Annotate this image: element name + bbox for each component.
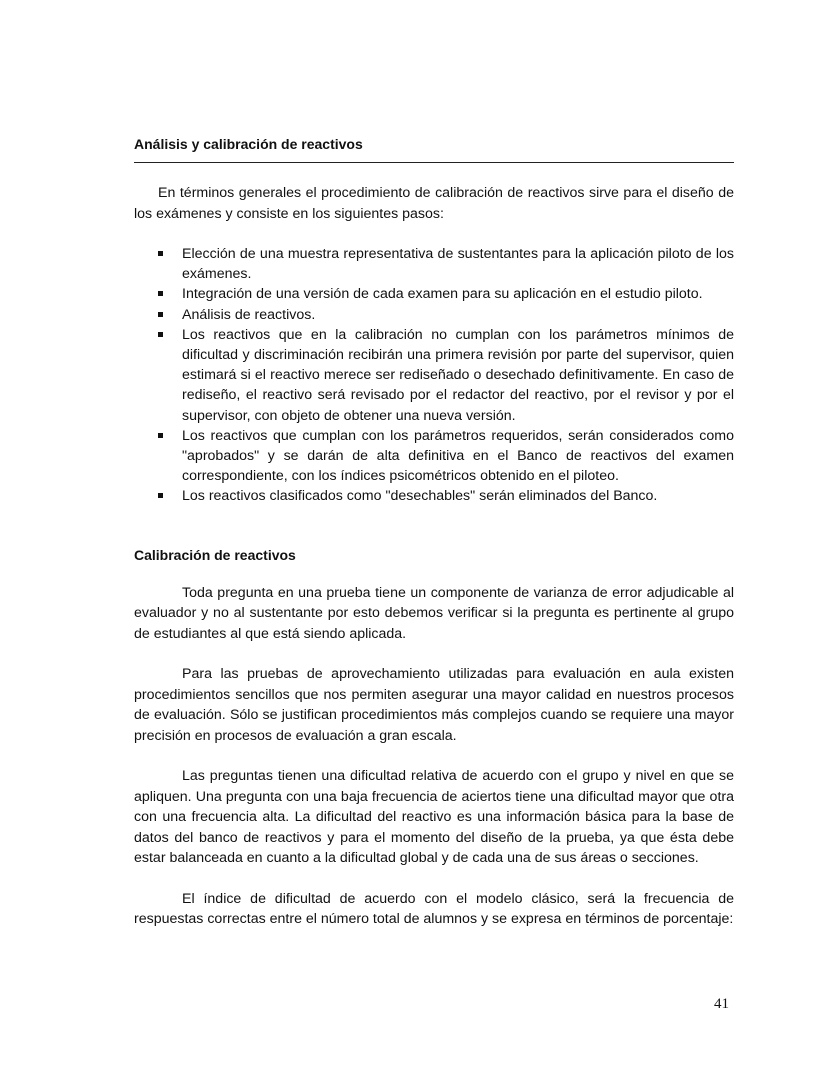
list-item: Elección de una muestra representativa de sustentantes para la aplicación piloto de los exámenes. [134, 244, 734, 284]
square-bullet-icon [158, 332, 163, 337]
heading-rule [134, 162, 734, 163]
steps-list [134, 244, 734, 507]
section-heading-calibracion: Calibración de reactivos [134, 546, 296, 563]
list-item: Los reactivos que cumplan con los parámetros requeridos, serán considerados como "aprobados" y se darán de alta definitiva en el Banco de reactivos del examen correspondiente, con los índices psicométricos obtenido en el piloteo. [134, 426, 734, 487]
square-bullet-icon [158, 291, 163, 296]
list-item: Los reactivos que en la calibración no cumplan con los parámetros mínimos de dificultad y discriminación recibirán una primera revisión por parte del supervisor, quien estimará si el reactivo merece ser rediseñado o desechado definitivamente. En caso de rediseño, el reactivo será revisado por el redactor del reactivo, por el revisor y por el supervisor, con objeto de obtener una nueva versión. [134, 325, 734, 426]
page-number: 41 [714, 996, 729, 1012]
list-item: Integración de una versión de cada examen para su aplicación en el estudio piloto. [134, 284, 734, 304]
list-item: Análisis de reactivos. [134, 305, 734, 325]
body-paragraph: Para las pruebas de aprovechamiento utilizadas para evaluación en aula existen procedimientos sencillos que nos permiten asegurar una mayor calidad en nuestros procesos de evaluación. Sólo se justifican procedimientos más complejos cuando se requiere una mayor precisión en procesos de evaluación a gran escala. [134, 666, 734, 744]
square-bullet-icon [158, 312, 163, 317]
square-bullet-icon [158, 433, 163, 438]
body-paragraph: El índice de dificultad de acuerdo con el modelo clásico, será la frecuencia de respuestas correctas entre el número total de alumnos y se expresa en términos de porcentaje: [134, 890, 734, 928]
body-paragraph: Las preguntas tienen una dificultad relativa de acuerdo con el grupo y nivel en que se apliquen. Una pregunta con una baja frecuencia de aciertos tiene una dificultad mayor que otra con una frecuencia alta. La dificultad del reactivo es una información básica para la base de datos del banco de reactivos y para el momento del diseño de la prueba, ya que ésta debe estar balanceada en cuanto a la dificultad global y de cada una de sus áreas o secciones. [134, 768, 734, 867]
list-item: Los reactivos clasificados como "desechables" serán eliminados del Banco. [134, 486, 734, 506]
section-heading-analisis: Análisis y calibración de reactivos [134, 136, 363, 152]
body-paragraph: Toda pregunta en una prueba tiene un componente de varianza de error adjudicable al evaluador y no al sustentante por esto debemos verificar si la pregunta es pertinente al grupo de estudiantes al que está siendo aplicada. [134, 584, 734, 642]
square-bullet-icon [158, 493, 163, 498]
intro-paragraph: En términos generales el procedimiento de calibración de reactivos sirve para el diseño de los exámenes y consiste en los siguientes pasos: [134, 185, 734, 222]
square-bullet-icon [158, 251, 163, 256]
page-content [134, 134, 734, 930]
